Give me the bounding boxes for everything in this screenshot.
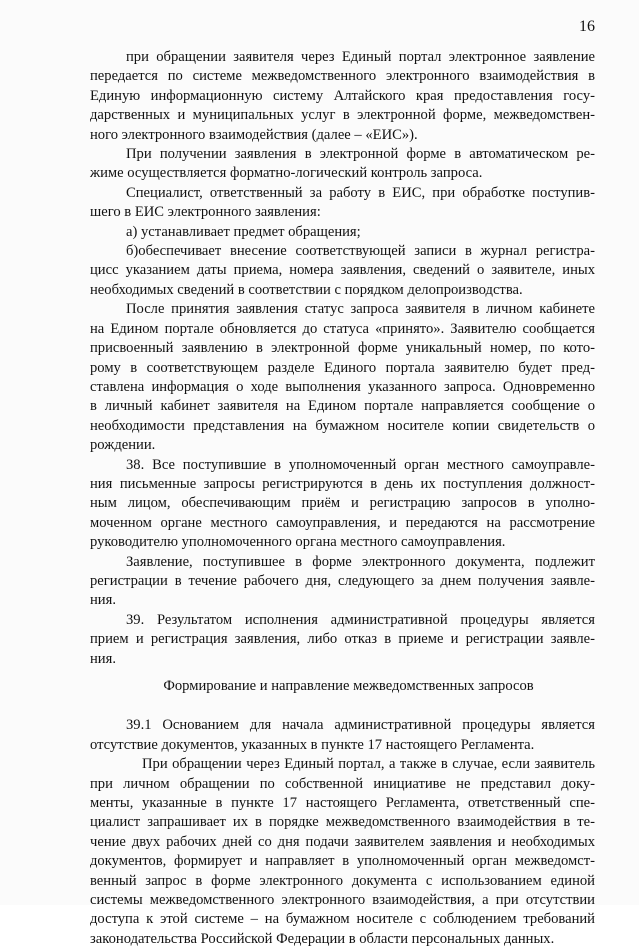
paragraph <box>90 456 595 553</box>
text-line: при личном обращении по собственной инициативе не представил доку- <box>90 775 595 792</box>
text-line: менты, указанные в пункте 17 настоящего Регламента, ответственный спе- <box>90 795 595 812</box>
paragraph <box>90 184 595 223</box>
text-line: прием и регистрация заявления, либо отказ в приеме и регистрации заявле- <box>90 631 595 648</box>
text-line: циалист запрашивает их в порядке межведомственного взаимодействия в те- <box>90 814 595 831</box>
text-line: присвоенный заявлению в электронной форме уникальный номер, по кото- <box>90 340 595 357</box>
text-line: ния. <box>90 592 116 609</box>
text-line: ставлена информация о ходе выполнения указанного запроса. Одновременно <box>90 378 595 395</box>
page-number: 16 <box>579 18 595 35</box>
text-line: в личный кабинет заявителя на Едином портале направляется сообщение о <box>90 398 595 415</box>
text-line: рождении. <box>90 437 156 454</box>
text-line: ния. <box>90 650 116 667</box>
text-line: После принятия заявления статус запроса заявителя в личном кабинете <box>126 301 595 318</box>
text-line: документов, формирует и направляет в уполномоченный орган межведомст- <box>90 853 595 870</box>
text-line: ния письменные запросы регистрируются в день их поступления должност- <box>90 475 595 492</box>
paragraph <box>90 145 595 184</box>
text-line: ным лицом, обеспечивающим приём и регистрацию запросов в уполно- <box>90 495 595 512</box>
paragraph <box>90 300 595 455</box>
text-line: б)обеспечивает внесение соответствующей записи в журнал регистра- <box>126 243 595 260</box>
text-line: отсутствие документов, указанных в пункте 17 настоящего Регламента. <box>90 736 535 753</box>
text-line: моченном органе местного самоуправления, и передаются на рассмотрение <box>90 514 595 531</box>
text-line: регистрации в течение рабочего дня, следующего за днем получения заявле- <box>90 572 595 589</box>
section-heading: Формирование и направление межведомственных запросов <box>163 678 534 694</box>
paragraph <box>90 48 595 145</box>
text-line: законодательства Российской Федерации в области персональных данных. <box>90 930 555 947</box>
paragraph <box>90 242 595 300</box>
text-line: При получении заявления в электронной форме в автоматическом ре- <box>126 146 595 163</box>
paragraph <box>90 553 595 611</box>
text-line: 39. Результатом исполнения административной процедуры является <box>126 611 595 628</box>
text-line: чение двух рабочих дней со дня подачи заявителем заявления и необходимых <box>90 833 595 850</box>
text-line: ного электронного взаимодействия (далее – «ЕИС»). <box>90 126 418 143</box>
paragraph <box>90 611 595 669</box>
text-line: Заявление, поступившее в форме электронного документа, подлежит <box>126 553 595 570</box>
text-line: Единую информационную систему Алтайского края предоставления госу- <box>90 87 595 104</box>
document-body <box>90 48 595 949</box>
text-line: передается по системе межведомственного электронного взаимодействия в <box>90 68 595 85</box>
text-line: необходимых сведений в соответствии с порядком делопроизводства. <box>90 281 523 298</box>
text-line: 38. Все поступившие в уполномоченный орган местного самоуправле- <box>126 456 595 473</box>
text-line: шего в ЕИС электронного заявления: <box>90 204 321 221</box>
text-line: а) устанавливает предмет обращения; <box>126 223 361 240</box>
text-line: 39.1 Основанием для начала административной процедуры является <box>126 717 595 734</box>
text-line: цисс указанием даты приема, номера заявления, сведений о заявителе, иных <box>90 262 595 279</box>
paragraph <box>90 755 595 949</box>
text-line: руководителю уполномоченного органа местного самоуправления. <box>90 534 506 551</box>
text-line: Специалист, ответственный за работу в ЕИС, при обработке поступив- <box>126 184 595 201</box>
text-line: дарственных и муниципальных услуг в электронной форме, межведомствен- <box>90 107 595 124</box>
text-line: необходимости представления на бумажном носителе копии свидетельств о <box>90 417 595 434</box>
text-line: на Едином портале обновляется до статуса «принято». Заявителю сообщается <box>90 320 595 337</box>
text-line: При обращении через Единый портал, а также в случае, если заявитель <box>142 756 595 773</box>
paragraph <box>90 223 595 242</box>
text-line: при обращении заявителя через Единый портал электронное заявление <box>126 49 595 65</box>
text-line: венный запрос в форме электронного документа с использованием единой <box>90 872 595 889</box>
text-line: жиме осуществляется форматно-логический контроль запроса. <box>90 165 483 182</box>
text-line: рому в соответствующем разделе Единого портала заявителю будет пред- <box>90 359 595 376</box>
text-line: системы межведомственного электронного взаимодействия, а при отсутствии <box>90 892 595 909</box>
text-line: доступа к этой системе – на бумажном носителе с соблюдением требований <box>90 911 595 928</box>
paragraph <box>90 716 595 755</box>
